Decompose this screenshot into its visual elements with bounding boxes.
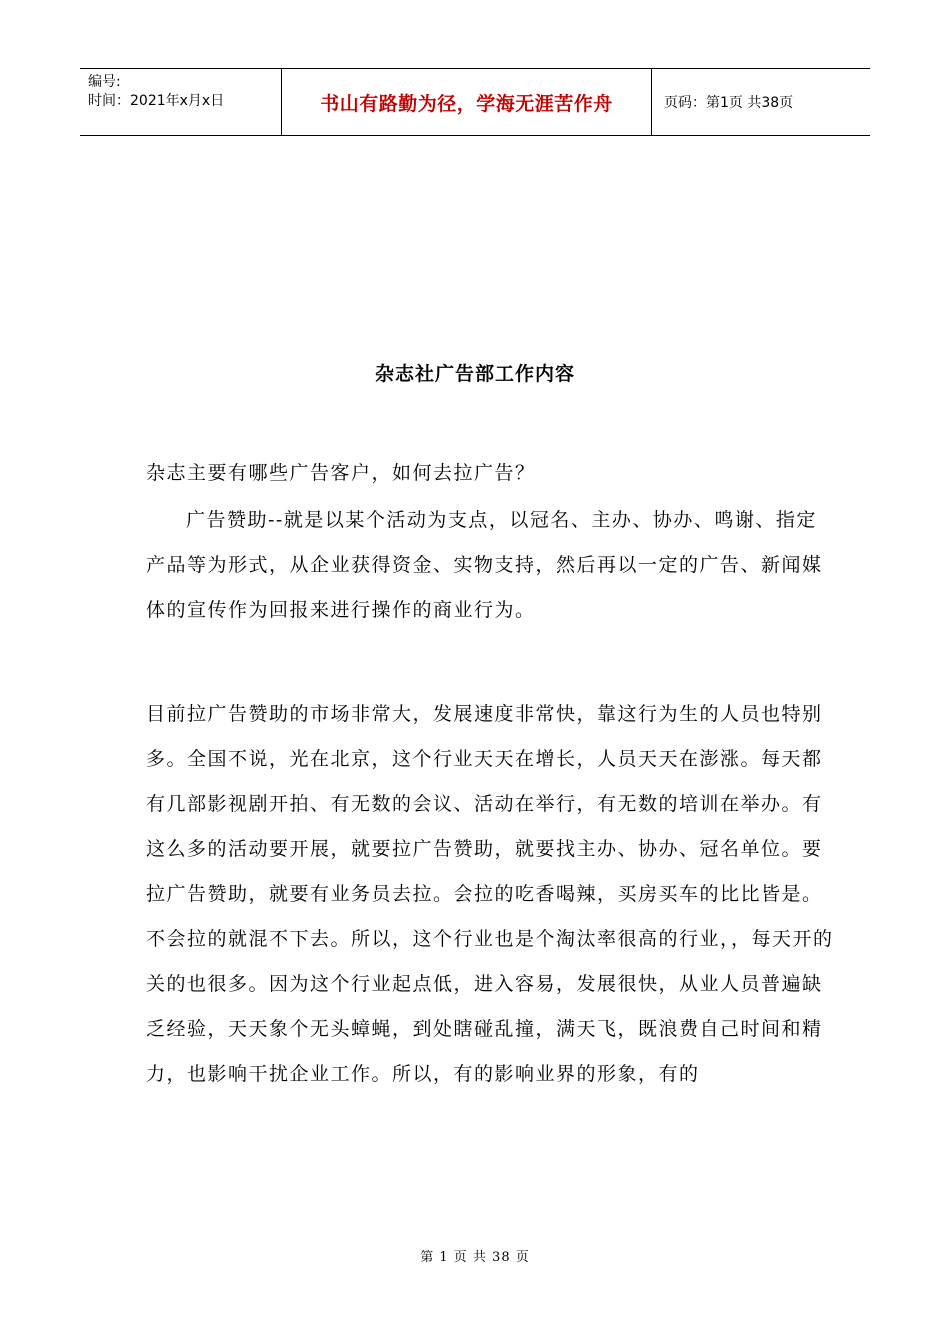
- question-paragraph: 杂志主要有哪些广告客户，如何去拉广告？: [146, 462, 536, 484]
- header-motto: 书山有路勤为径，学海无涯苦作舟: [282, 69, 652, 135]
- sponsor-definition-paragraph: 广告赞助--就是以某个活动为支点，以冠名、主办、协办、鸣谢、指定产品等为形式，从企业获得资金、实物支持，然后再以一定的广告、新闻媒体的宣传作为回报来进行操作的商业行为。: [146, 509, 823, 621]
- page-header: [80, 68, 870, 136]
- document-date: 时间：2021年x月x日: [88, 93, 225, 109]
- document-number: 编号:: [88, 74, 121, 90]
- header-meta: [80, 69, 282, 135]
- document-title: 杂志社广告部工作内容: [374, 363, 575, 385]
- page-footer: 第 1 页 共 38 页: [420, 1250, 530, 1265]
- header-page-info: 页码：第1页 共38页: [664, 95, 794, 111]
- market-paragraph: 目前拉广告赞助的市场非常大，发展速度非常快，靠这行为生的人员也特别多。全国不说，光在北京，这个行业天天在增长，人员天天在澎涨。每天都有几部影视剧开拍、有无数的会议、活动在举行，有无数的培训在举办。有这么多的活动要开展，就要拉广告赞助，就要找主办、协办、冠名单位。要拉广告赞助，就要有业务员去拉。会拉的吃香喝辣，买房买车的比比皆是。不会拉的就混不下去。所以，这个行业也是个淘汰率很高的行业，，每天开的关的也很多。因为这个行业起点低，进入容易，发展很快，从业人员普遍缺乏经验，天天象个无头蟑蝇，到处瞎碰乱撞，满天飞，既浪费自己时间和精力，也影响干扰企业工作。所以，有的影响业界的形象，有的: [146, 703, 834, 1085]
